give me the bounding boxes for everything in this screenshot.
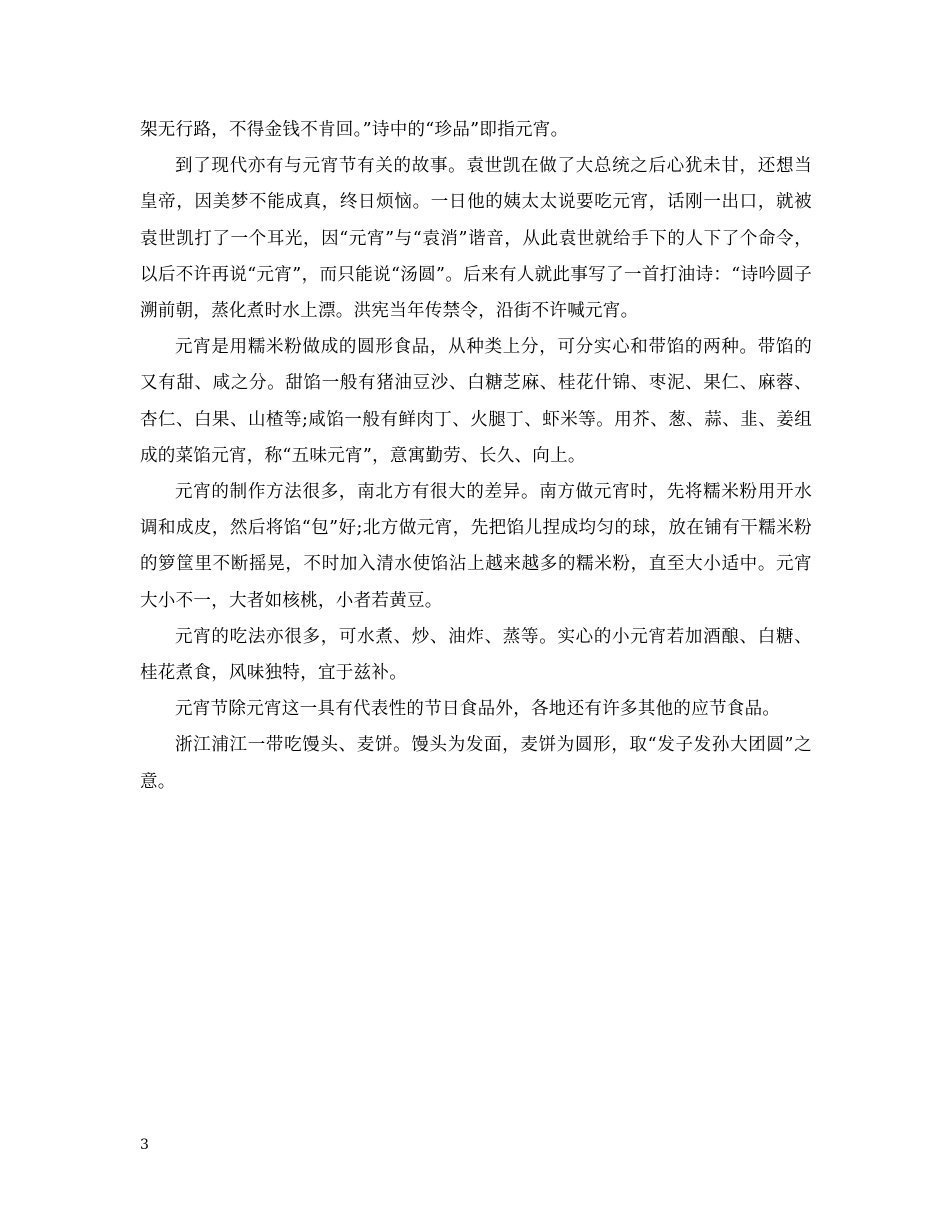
body-text xyxy=(140,112,812,800)
paragraph-1: 架无行路，不得金钱不肯回。”诗中的“珍品”即指元宵。 xyxy=(140,120,569,140)
page-number: 3 xyxy=(140,1137,149,1153)
paragraph-2: 到了现代亦有与元宵节有关的故事。袁世凯在做了大总统之后心犹未甘，还想当皇帝，因美梦不能成真，终日烦恼。一日他的姨太太说要吃元宵，话刚一出口，就被袁世凯打了一个耳光，因“元宵”与“袁消”谐音，从此袁世就给手下的人下了个命令，以后不许再说“元宵”，而只能说“汤圆”。后来有人就此事写了一首打油诗：“诗吟圆子溯前朝，蒸化煮时水上漂。洪宪当年传禁令，沿街不许喊元宵。 xyxy=(140,156,812,322)
paragraph-6: 元宵节除元宵这一具有代表性的节日食品外，各地还有许多其他的应节食品。 xyxy=(175,699,781,720)
paragraph-7: 浙江浦江一带吃馒头、麦饼。馒头为发面，麦饼为圆形，取“发子发孙大团圆”之意。 xyxy=(140,735,812,792)
paragraph-4: 元宵的制作方法很多，南北方有很大的差异。南方做元宵时，先将糯米粉用开水调和成皮，然后将馅“包”好;北方做元宵，先把馅儿捏成均匀的球，放在铺有干糯米粉的箩筐里不断摇晃，不时加入清水使馅沾上越来越多的糯米粉，直至大小适中。元宵大小不一，大者如核桃，小者若黄豆。 xyxy=(140,482,812,611)
paragraph-3: 元宵是用糯米粉做成的圆形食品，从种类上分，可分实心和带馅的两种。带馅的又有甜、咸之分。甜馅一般有猪油豆沙、白糖芝麻、桂花什锦、枣泥、果仁、麻蓉、杏仁、白果、山楂等;咸馅一般有鲜肉丁、火腿丁、虾米等。用芥、葱、蒜、韭、姜组成的菜馅元宵，称“五味元宵”，意寓勤劳、长久、向上。 xyxy=(140,337,812,466)
paragraph-5: 元宵的吃法亦很多，可水煮、炒、油炸、蒸等。实心的小元宵若加酒酿、白糖、桂花煮食，风味独特，宜于兹补。 xyxy=(140,626,812,684)
